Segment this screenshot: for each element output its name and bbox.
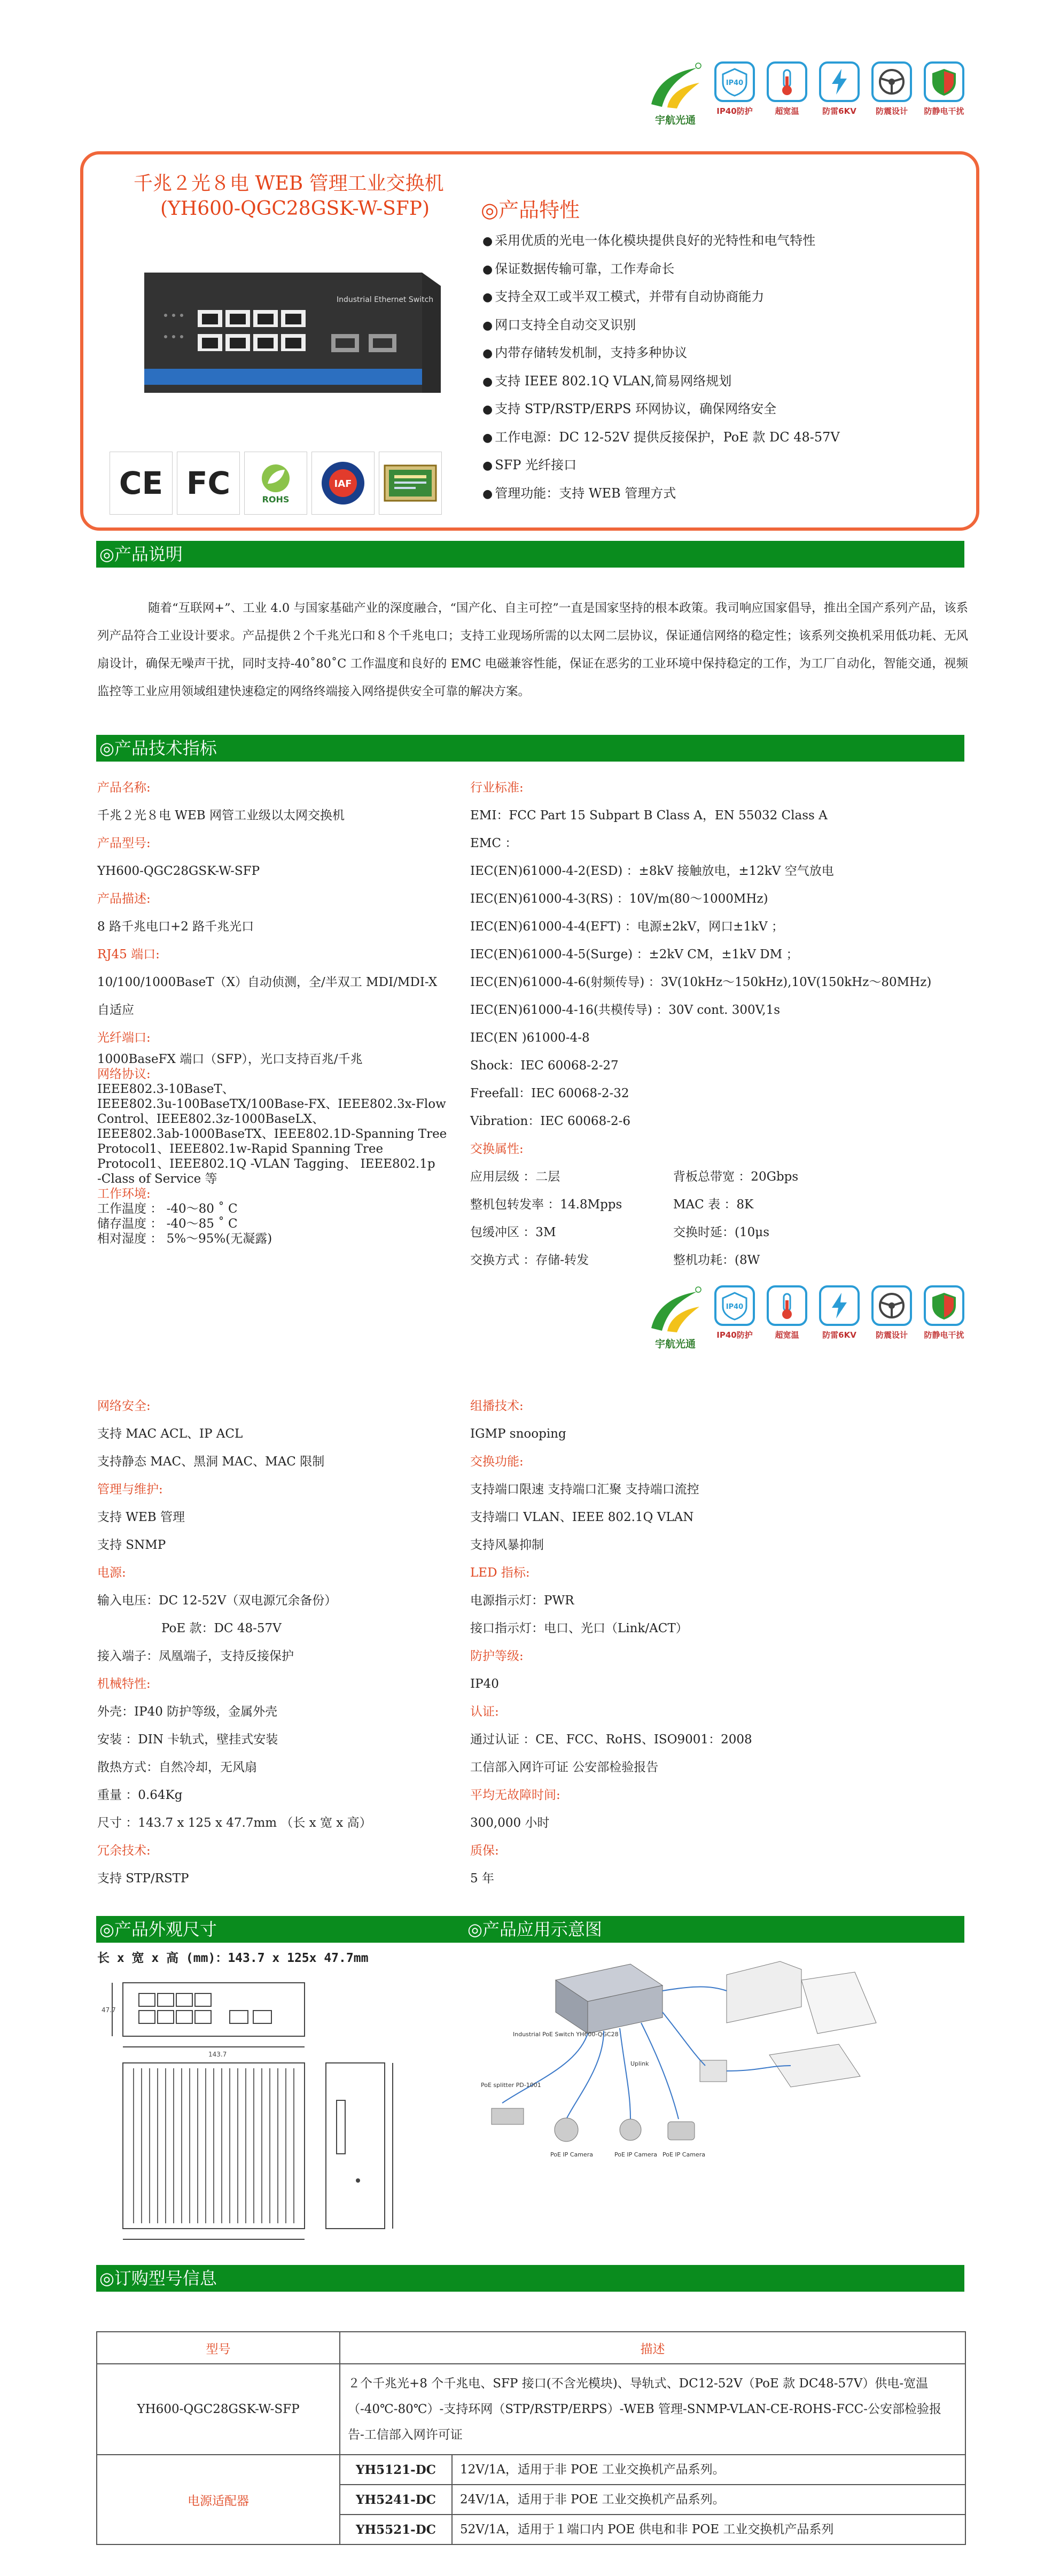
spec-label: 冗余技术: bbox=[97, 1844, 151, 1858]
badge-temperature: 超宽温 bbox=[765, 1285, 809, 1340]
spec-value: 包缓冲区 ：3M bbox=[470, 1225, 556, 1239]
spec2-right-column bbox=[470, 1392, 962, 1892]
spec-value: 背板总带宽 ：20Gbps bbox=[673, 1170, 799, 1184]
spec-value: 接入端子：凤凰端子，支持反接保护 bbox=[97, 1649, 294, 1663]
svg-text:PoE IP Camera: PoE IP Camera bbox=[662, 2151, 705, 2158]
svg-text:Uplink: Uplink bbox=[630, 2060, 649, 2067]
adapter-description: 52V/1A，适用于１端口内 POE 供电和非 POE 工业交换机产品系列 bbox=[452, 2515, 965, 2544]
spec-right-column bbox=[470, 774, 962, 1274]
thermometer-icon bbox=[772, 67, 802, 97]
company-logo bbox=[646, 1285, 705, 1349]
dimensions-caption: 长 x 宽 x 高 (mm)：143.7 x 125x 47.7mm bbox=[97, 1951, 369, 1965]
spec-value: 5 年 bbox=[470, 1872, 494, 1886]
spec-value: 交换时延：(10μs bbox=[673, 1225, 769, 1239]
company-logo bbox=[646, 61, 705, 126]
features-heading: ◎产品特性 bbox=[481, 198, 580, 222]
svg-text:IP40: IP40 bbox=[726, 1303, 744, 1311]
product-image bbox=[134, 265, 443, 404]
spec-label: 组播技术: bbox=[470, 1399, 524, 1413]
spec-value: -Class of Service 等 bbox=[97, 1172, 217, 1186]
spec-value: IEC(EN)61000-4-5(Surge) ：±2kV CM，±1kV DM ； bbox=[470, 948, 799, 961]
feature-item: ● 网口支持全自动交叉识别 bbox=[482, 312, 963, 340]
feature-item: ● 管理功能：支持 WEB 管理方式 bbox=[482, 480, 963, 508]
adapter-description: 24V/1A，适用于非 POE 工业交换机产品系列。 bbox=[452, 2485, 965, 2515]
spec-value: 储存温度 ： -40～85 ˚ C bbox=[97, 1217, 238, 1231]
spec-value: 支持 STP/RSTP bbox=[97, 1872, 189, 1886]
product-title: 千兆２光８电 WEB 管理工业交换机 bbox=[134, 173, 444, 195]
adapter-model: YH5241-DC bbox=[340, 2485, 452, 2515]
adapter-description: 12V/1A，适用于非 POE 工业交换机产品系列。 bbox=[452, 2455, 965, 2485]
table-header-model: 型号 bbox=[97, 2332, 340, 2364]
spec-value: 电源指示灯：PWR bbox=[470, 1594, 574, 1608]
section-bar-specs: ◎产品技术指标 bbox=[96, 735, 964, 762]
table-header-row bbox=[97, 2332, 965, 2364]
product-description: 随着“互联网+”、工业 4.0 与国家基础产业的深度融合，“国产化、自主可控”一直是国家坚持的根本政策。我司响应国家倡导，推出全国产系列产品，该系列产品符合工业设计要求。产品提供２个千兆光口和８个千兆电口；支持工业现场所需的以太网二层协议，保证通信网络的稳定性；该系列交换机采用低功耗、无风扇设计，确保无噪声干扰，同时支持-40˚80˚C 工作温度和良好的 EMC 电磁兼容性能，保证在恶劣的工业环境中保持稳定的工作，为工厂自动化，智能交通，视频监控等工业应用领域组建快速稳定的网络终端接入网络提供安全可靠的解决方案。 bbox=[97, 601, 968, 699]
certification-logos bbox=[110, 452, 442, 515]
spec-value: Freefall：IEC 60068-2-32 bbox=[470, 1087, 629, 1100]
spec-value: Control、IEEE802.3z-1000BaseLX、 bbox=[97, 1112, 325, 1126]
svg-text:Industrial Ethernet Switch: Industrial Ethernet Switch bbox=[337, 296, 434, 304]
table-row bbox=[97, 2364, 965, 2455]
badge-lightning: 防雷6KV bbox=[817, 1285, 862, 1340]
feature-item: ● 工作电源：DC 12-52V 提供反接保护，PoE 款 DC 48-57V bbox=[482, 424, 963, 452]
spec-label: 产品型号: bbox=[97, 836, 151, 850]
spec-value: 支持 WEB 管理 bbox=[97, 1510, 185, 1524]
spec-label: 管理与维护: bbox=[97, 1483, 163, 1496]
server-illustration bbox=[727, 1961, 801, 2023]
spec-value: 交换方式 ：存储-转发 bbox=[470, 1253, 589, 1267]
spec-label: 光纤端口: bbox=[97, 1031, 151, 1045]
spec-value: 千兆２光８电 WEB 网管工业级以太网交换机 bbox=[97, 809, 345, 823]
feature-item: ● 支持 IEEE 802.1Q VLAN,简易网络规划 bbox=[482, 368, 963, 396]
spec-value: 支持 SNMP bbox=[97, 1538, 166, 1552]
spec-label: RJ45 端口: bbox=[97, 948, 160, 961]
feature-item: ● 内带存储转发机制，支持多种协议 bbox=[482, 339, 963, 368]
spec-value: 1000BaseFX 端口（SFP），光口支持百兆/千兆 bbox=[97, 1052, 363, 1066]
certificate-icon bbox=[384, 464, 437, 502]
spec-label: 交换功能: bbox=[470, 1455, 524, 1469]
spec-value: 尺寸 ：143.7 x 125 x 47.7mm （长 x 宽 x 高） bbox=[97, 1816, 372, 1830]
features-list bbox=[482, 227, 963, 508]
spec-value: YH600-QGC28GSK-W-SFP bbox=[97, 864, 260, 878]
spec-value: IEC(EN)61000-4-6(射频传导) ：3V(10kHz～150kHz),10V(150kHz～80MHz) bbox=[470, 975, 932, 989]
switch-illustration bbox=[556, 1964, 662, 2034]
order-table bbox=[96, 2331, 966, 2545]
spec-label: 认证: bbox=[470, 1705, 499, 1719]
feature-item: ● 支持 STP/RSTP/ERPS 环网协议，确保网络安全 bbox=[482, 395, 963, 424]
spec-value: 散热方式：自然冷却，无风扇 bbox=[97, 1760, 257, 1774]
table-header-description: 描述 bbox=[340, 2332, 965, 2364]
spec-value: 8 路千兆电口+2 路千兆光口 bbox=[97, 920, 254, 934]
lightning-icon bbox=[824, 67, 854, 97]
spec-left-column bbox=[97, 774, 447, 1246]
thermometer-icon bbox=[772, 1291, 802, 1321]
svg-text:143.7: 143.7 bbox=[208, 2051, 227, 2058]
lightning-icon bbox=[824, 1291, 854, 1321]
spec-value: IEEE802.3-10BaseT、 bbox=[97, 1082, 235, 1096]
monitor-illustration bbox=[801, 1972, 876, 2034]
spec-label: 产品描述: bbox=[97, 892, 151, 906]
spec-value: IGMP snooping bbox=[470, 1427, 566, 1441]
adapter-label: 电源适配器 bbox=[97, 2455, 340, 2544]
spec-value: 整机包转发率 ：14.8Mpps bbox=[470, 1198, 622, 1212]
wing-logo-icon bbox=[646, 61, 705, 112]
spec-value: 通过认证 ：CE、FCC、RoHS、ISO9001：2008 bbox=[470, 1733, 752, 1747]
feature-item: ● 采用优质的光电一体化模块提供良好的光特性和电气特性 bbox=[482, 227, 963, 255]
spec-value: 支持 MAC ACL、IP ACL bbox=[97, 1427, 243, 1441]
fcc-logo: FC bbox=[177, 452, 240, 515]
spec-label: 防护等级: bbox=[470, 1649, 524, 1663]
spec-value: IEC(EN)61000-4-3(RS) ：10V/m(80～1000MHz) bbox=[470, 892, 768, 906]
spec-value: EMC ： bbox=[470, 836, 518, 850]
spec-label: 质保: bbox=[470, 1844, 499, 1858]
spec-value: 外壳：IP40 防护等级，金属外壳 bbox=[97, 1705, 278, 1719]
spec-label: 行业标准: bbox=[470, 781, 524, 795]
badge-lightning: 防雷6KV bbox=[817, 61, 862, 117]
spec-value: 工作温度 ： -40～80 ˚ C bbox=[97, 1202, 238, 1216]
wing-logo-icon bbox=[646, 1285, 705, 1336]
spec-value: Shock：IEC 60068-2-27 bbox=[470, 1059, 619, 1073]
badge-shockproof: 防震设计 bbox=[869, 61, 914, 117]
spec-value: IEC(EN )61000-4-8 bbox=[470, 1031, 590, 1045]
certificate-image bbox=[379, 452, 442, 515]
spec-label: 产品名称: bbox=[97, 781, 151, 795]
svg-text:PoE IP Camera: PoE IP Camera bbox=[614, 2151, 657, 2158]
svg-text:Industrial PoE Switch YH600-QG: Industrial PoE Switch YH600-QGC28 bbox=[513, 2031, 619, 2038]
steering-wheel-icon bbox=[877, 67, 907, 97]
spec-value: PoE 款：DC 48-57V bbox=[161, 1621, 282, 1635]
camera-illustration bbox=[555, 2118, 578, 2142]
spec-label: 平均无故障时间: bbox=[470, 1788, 560, 1802]
feature-item: ● 支持全双工或半双工模式，并带有自动协商能力 bbox=[482, 283, 963, 312]
brand-header-2 bbox=[646, 1285, 967, 1355]
order-model: YH600-QGC28GSK-W-SFP bbox=[97, 2364, 340, 2455]
svg-text:IAF: IAF bbox=[334, 478, 352, 490]
iaf-seal-icon bbox=[319, 459, 367, 507]
badge-shockproof: 防震设计 bbox=[869, 1285, 914, 1340]
logo-text: 宇航光通 bbox=[654, 114, 696, 126]
rohs-logo: ROHS bbox=[244, 452, 307, 515]
spec-value: IP40 bbox=[470, 1677, 499, 1691]
adapter-model: YH5121-DC bbox=[340, 2455, 452, 2485]
spec-value: 应用层级 ：二层 bbox=[470, 1170, 560, 1184]
spec-value: MAC 表 ：8K bbox=[673, 1198, 754, 1212]
svg-text:IP40: IP40 bbox=[726, 79, 744, 87]
spec-value: IEC(EN)61000-4-2(ESD) ：±8kV 接触放电，±12kV 空气放电 bbox=[470, 864, 834, 878]
spec-value: 10/100/1000BaseT（X）自动侦测，全/半双工 MDI/MDI-X bbox=[97, 975, 438, 989]
logo-text: 宇航光通 bbox=[654, 1338, 696, 1350]
badge-temperature: 超宽温 bbox=[765, 61, 809, 117]
shield-icon bbox=[929, 1291, 959, 1321]
feature-item: ● SFP 光纤接口 bbox=[482, 452, 963, 480]
badge-antistatic: 防静电干扰 bbox=[922, 1285, 967, 1340]
spec-label: 电源: bbox=[97, 1566, 126, 1580]
section-bar-description: ◎产品说明 bbox=[96, 541, 964, 568]
spec-value: 相对湿度 ： 5%～95%(无凝露) bbox=[97, 1232, 272, 1246]
spec-value: IEEE802.3u-100BaseTX/100Base-FX、IEEE802.3x-Flow bbox=[97, 1097, 446, 1111]
application-heading: ◎产品应用示意图 bbox=[467, 1919, 602, 1939]
camera-illustration bbox=[668, 2122, 695, 2140]
feature-item: ● 保证数据传输可靠，工作寿命长 bbox=[482, 255, 963, 284]
spec-value: IEEE802.3ab-1000BaseTX、IEEE802.1D-Spanning Tree bbox=[97, 1127, 447, 1141]
spec-value: 整机功耗：(8W bbox=[673, 1253, 760, 1267]
section-bar-dimensions bbox=[96, 1916, 964, 1943]
spec-value: 自适应 bbox=[97, 1003, 134, 1017]
badge-antistatic: 防静电干扰 bbox=[922, 61, 967, 117]
spec-value: 接口指示灯：电口、光口（Link/ACT） bbox=[470, 1621, 688, 1635]
spec-value: Protocol1、IEEE802.1w-Rapid Spanning Tree bbox=[97, 1142, 384, 1156]
camera-illustration bbox=[620, 2119, 641, 2140]
spec2-left-column bbox=[97, 1392, 439, 1892]
table-row bbox=[97, 2455, 965, 2485]
section-bar-ordering: ◎订购型号信息 bbox=[96, 2265, 964, 2292]
adapter-model: YH5521-DC bbox=[340, 2515, 452, 2544]
spec-label: 工作环境: bbox=[97, 1187, 151, 1201]
spec-value: 支持端口限速 支持端口汇聚 支持端口流控 bbox=[470, 1483, 699, 1496]
spec-value: Protocol1、IEEE802.1Q -VLAN Tagging、 IEEE802.1p bbox=[97, 1157, 435, 1171]
svg-text:PoE splitter PD-1001: PoE splitter PD-1001 bbox=[481, 2082, 541, 2089]
order-description: ２个千兆光+8 个千兆电、SFP 接口(不含光模块)、导轨式、DC12-52V（PoE 款 DC48-57V）供电-宽温（-40℃-80℃）-支持环网（STP/RSTP/ERPS）-WEB 管理-SNMP-VLAN-CE-ROHS-FCC-公安部检验报告-工信部入网许可证 bbox=[340, 2364, 965, 2455]
spec-label: 网络安全: bbox=[97, 1399, 151, 1413]
rohs-leaf-icon bbox=[257, 462, 294, 494]
spec-value: 支持风暴抑制 bbox=[470, 1538, 544, 1552]
ip40-icon bbox=[720, 67, 750, 97]
camera-illustration bbox=[492, 2108, 524, 2124]
svg-text:PoE IP Camera: PoE IP Camera bbox=[550, 2151, 593, 2158]
spec-label: 机械特性: bbox=[97, 1677, 151, 1691]
spec-value: EMI：FCC Part 15 Subpart B Class A，EN 55032 Class A bbox=[470, 809, 828, 823]
shield-icon bbox=[929, 67, 959, 97]
svg-text:47.7: 47.7 bbox=[102, 2006, 116, 2014]
spec-value: 支持静态 MAC、黑洞 MAC、MAC 限制 bbox=[97, 1455, 325, 1469]
badge-ip40: IP40 IP40防护 bbox=[712, 61, 757, 117]
application-diagram bbox=[470, 1959, 887, 2247]
brand-header bbox=[646, 61, 967, 131]
spec-value: 工信部入网许可证 公安部检验报告 bbox=[470, 1760, 659, 1774]
spec-label: LED 指标: bbox=[470, 1566, 530, 1580]
ce-logo: CE bbox=[110, 452, 173, 515]
spec-value: Vibration：IEC 60068-2-6 bbox=[470, 1114, 631, 1128]
spec-value: 输入电压：DC 12-52V（双电源冗余备份） bbox=[97, 1594, 337, 1608]
spec-value: 安装 ：DIN 卡轨式，壁挂式安装 bbox=[97, 1733, 278, 1747]
spec-value: IEC(EN)61000-4-16(共模传导) ：30V cont. 300V,1s bbox=[470, 1003, 781, 1017]
badge-ip40: IP40 IP40防护 bbox=[712, 1285, 757, 1340]
spec-value: 支持端口 VLAN、IEEE 802.1Q VLAN bbox=[470, 1510, 694, 1524]
spec-value: 300,000 小时 bbox=[470, 1816, 550, 1830]
steering-wheel-icon bbox=[877, 1291, 907, 1321]
dimensions-heading: ◎产品外观尺寸 bbox=[99, 1919, 217, 1939]
spec-label: 交换属性: bbox=[470, 1142, 524, 1156]
product-model: (YH600-QGC28GSK-W-SFP) bbox=[160, 198, 430, 220]
spec-value: IEC(EN)61000-4-4(EFT) ：电源±2kV，网口±1kV ； bbox=[470, 920, 784, 934]
ip40-icon bbox=[720, 1291, 750, 1321]
spec-label: 网络协议: bbox=[97, 1067, 151, 1081]
spec-value: 重量 ：0.64Kg bbox=[97, 1788, 183, 1802]
dimension-drawing bbox=[102, 1972, 401, 2250]
iaf-logo bbox=[311, 452, 375, 515]
